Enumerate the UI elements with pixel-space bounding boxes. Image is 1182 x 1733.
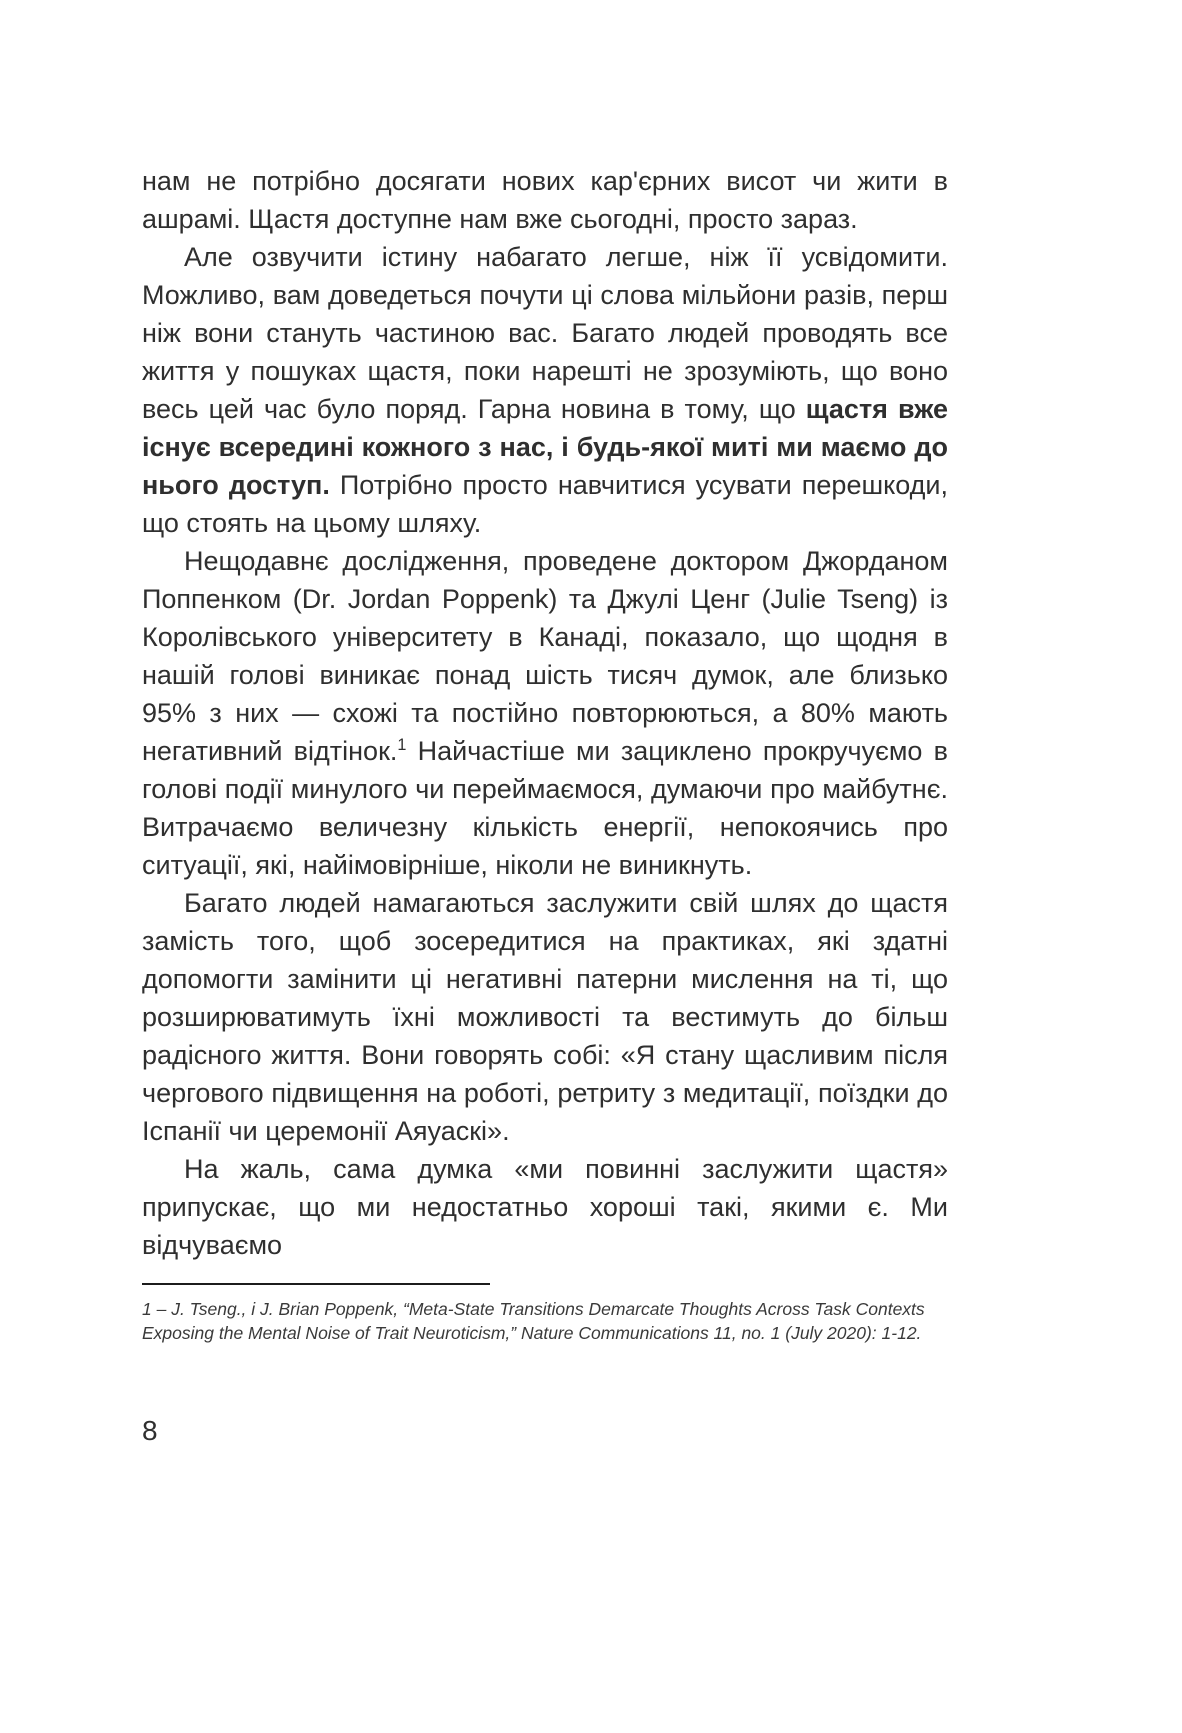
paragraph [142,542,948,884]
footnote-reference: 1 [397,736,407,754]
paragraph-text: Нещодавнє дослідження, проведене доктором Джорданом Поппенком (Dr. Jordan Poppenk) та Джулі Ценг (Julie Tseng) із Королівського університету в Канаді, показало, що щодня в нашій голові виникає понад шість тисяч думок, але близько 95% з них — схожі та постійно повторюються, а 80% мають негативний відтінок. [142,546,948,766]
footnote-text: 1 – J. Tseng., і J. Brian Poppenk, “Meta-State Transitions Demarcate Thoughts Across Task Contexts Exposing the Mental Noise of Trait Neuroticism,” Nature Communications 11, no. 1 (July 2020): 1-12. [142,1299,925,1343]
paragraph-text: Потрібно просто навчитися усувати перешкоди, що стоять на цьому шляху. [142,470,948,538]
paragraph-continuation [142,162,948,238]
page-number: 8 [142,1415,158,1446]
paragraph-text: Найчастіше ми зациклено прокручуємо в голові події минулого чи переймаємося, думаючи про майбутнє. Витрачаємо величезну кількість енергії, непокоячись про ситуації, які, найімовірніше, ніколи не виникнуть. [142,736,948,880]
footnote-separator [142,1283,490,1285]
bold-emphasis: щастя вже існує всередині кожного з нас, і будь-якої миті ми маємо до нього доступ. [142,394,949,500]
footnote-block [142,1283,948,1345]
paragraph-text: Багато людей намагаються заслужити свій шлях до щастя замість того, щоб зосередитися на практиках, які здатні допомогти замінити ці негативні патерни мислення на ті, що розширюватимуть їхні можливості та вестимуть до більш радісного життя. Вони говорять собі: «Я стану щасливим після чергового підвищення на роботі, ретриту з медитації, поїздки до Іспанії чи церемонії Аяуаскі». [142,888,948,1146]
paragraph-text: На жаль, сама думка «ми повинні заслужити щастя» припускає, що ми недостатньо хороші такі, якими є. Ми відчуваємо [142,1154,948,1260]
paragraph-text: нам не потрібно досягати нових кар'єрних висот чи жити в ашрамі. Щастя доступне нам вже сьогодні, просто зараз. [142,166,948,234]
paragraph [142,1150,948,1264]
paragraph [142,884,948,1150]
paragraph-text: Але озвучити істину набагато легше, ніж її усвідомити. Можливо, вам доведеться почути ці слова мільйони разів, перш ніж вони стануть частиною вас. Багато людей проводять все життя у пошуках щастя, поки нарешті не зрозуміють, що воно весь цей час було поряд. Гарна новина в тому, що [142,242,948,424]
body-text [142,162,948,1264]
paragraph [142,238,948,542]
